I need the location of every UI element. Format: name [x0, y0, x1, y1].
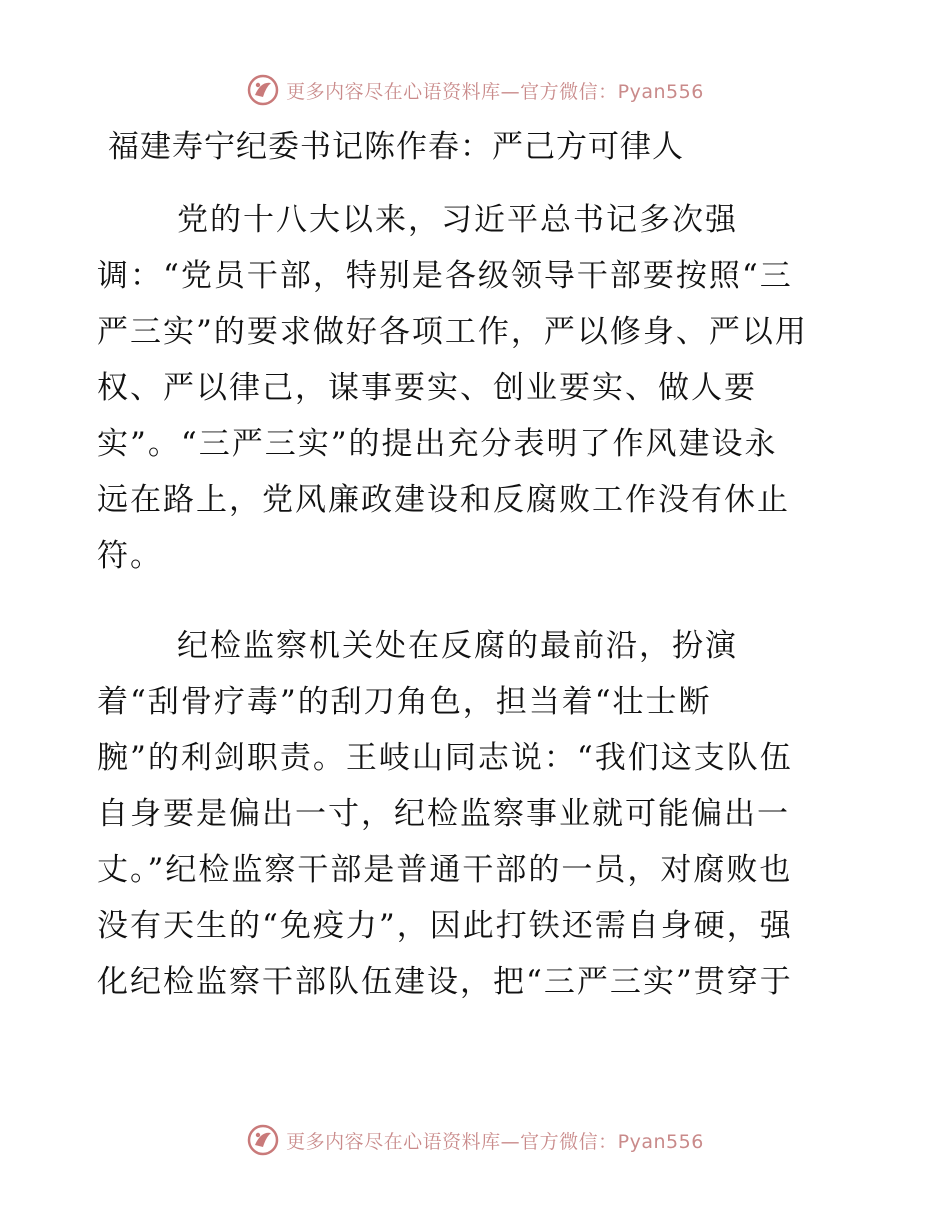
text-line: 严三实”的要求做好各项工作，严以修身、严以用 — [97, 314, 808, 350]
document-title: 福建寿宁纪委书记陈作春：严己方可律人 — [108, 129, 684, 165]
paragraph-1 — [97, 192, 857, 584]
text-line: 纪检监察机关处在反腐的最前沿，扮演 — [177, 628, 738, 664]
text-line: 腕”的利剑职责。王岐山同志说：“我们这支队伍 — [97, 740, 793, 776]
watermark-text: 更多内容尽在心语资料库—官方微信：Pyan556 — [286, 80, 704, 103]
text-line: 符。 — [97, 538, 163, 574]
seal-logo-icon — [246, 73, 280, 107]
text-line: 没有天生的“免疫力”，因此打铁还需自身硬，强 — [97, 908, 793, 944]
text-line: 实”。“三严三实”的提出充分表明了作风建设永 — [97, 426, 778, 462]
watermark-text: 更多内容尽在心语资料库—官方微信：Pyan556 — [286, 1130, 704, 1153]
text-line: 自身要是偏出一寸，纪检监察事业就可能偏出一 — [97, 796, 790, 832]
text-line: 远在路上，党风廉政建设和反腐败工作没有休止 — [97, 482, 790, 518]
paragraph-2 — [97, 618, 857, 1010]
text-line: 着“刮骨疗毒”的刮刀角色，担当着“壮士断 — [97, 684, 712, 720]
text-line: 权、严以律己，谋事要实、创业要实、做人要 — [97, 370, 757, 406]
text-line: 丈。”纪检监察干部是普通干部的一员，对腐败也 — [97, 852, 793, 888]
footer-watermark — [0, 1120, 950, 1160]
text-line: 调：“党员干部，特别是各级领导干部要按照“三 — [97, 258, 793, 294]
text-line: 党的十八大以来，习近平总书记多次强 — [177, 202, 738, 238]
seal-logo-icon — [246, 1123, 280, 1157]
text-line: 化纪检监察干部队伍建设，把“三严三实”贯穿于 — [97, 964, 793, 1000]
header-watermark — [0, 70, 950, 110]
